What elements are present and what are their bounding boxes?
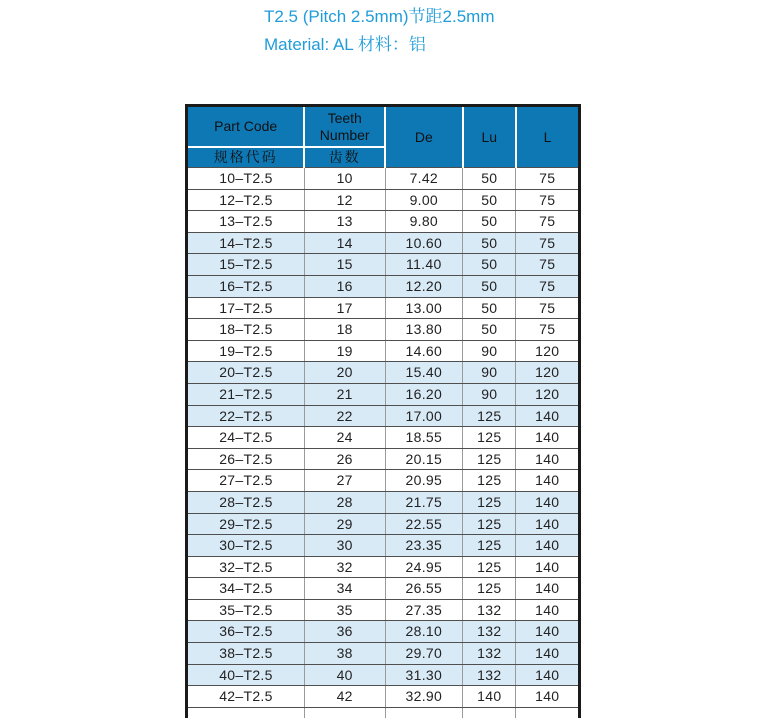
table-row bbox=[187, 189, 580, 211]
cell-de: 22.55 bbox=[385, 513, 463, 535]
table-row bbox=[187, 599, 580, 621]
cell-lu: 132 bbox=[463, 664, 516, 686]
cell-teeth: 30 bbox=[304, 535, 385, 557]
cell-teeth: 32 bbox=[304, 556, 385, 578]
cell-part-code: 36–T2.5 bbox=[187, 621, 305, 643]
cell-l: 140 bbox=[516, 599, 580, 621]
cell-teeth: 16 bbox=[304, 275, 385, 297]
table-row bbox=[187, 448, 580, 470]
cell-empty bbox=[187, 707, 305, 718]
header-de: De bbox=[385, 106, 463, 168]
cell-l: 140 bbox=[516, 621, 580, 643]
cell-part-code: 19–T2.5 bbox=[187, 340, 305, 362]
cell-de: 18.55 bbox=[385, 427, 463, 449]
table-row bbox=[187, 340, 580, 362]
cell-de: 29.70 bbox=[385, 643, 463, 665]
cell-lu: 125 bbox=[463, 513, 516, 535]
cell-de: 21.75 bbox=[385, 491, 463, 513]
cell-lu: 140 bbox=[463, 686, 516, 708]
table-row bbox=[187, 168, 580, 190]
cell-part-code: 27–T2.5 bbox=[187, 470, 305, 492]
cell-l: 140 bbox=[516, 513, 580, 535]
cell-lu: 132 bbox=[463, 621, 516, 643]
cell-l: 140 bbox=[516, 405, 580, 427]
cell-teeth: 19 bbox=[304, 340, 385, 362]
cell-part-code: 35–T2.5 bbox=[187, 599, 305, 621]
cell-part-code: 13–T2.5 bbox=[187, 211, 305, 233]
cell-l: 140 bbox=[516, 556, 580, 578]
cell-teeth: 22 bbox=[304, 405, 385, 427]
cell-part-code: 20–T2.5 bbox=[187, 362, 305, 384]
table-row bbox=[187, 405, 580, 427]
cell-de: 10.60 bbox=[385, 232, 463, 254]
cell-lu: 125 bbox=[463, 427, 516, 449]
cell-teeth: 21 bbox=[304, 383, 385, 405]
cell-part-code: 42–T2.5 bbox=[187, 686, 305, 708]
cell-lu: 125 bbox=[463, 578, 516, 600]
cell-l: 75 bbox=[516, 319, 580, 341]
cell-l: 140 bbox=[516, 643, 580, 665]
cell-l: 140 bbox=[516, 686, 580, 708]
table-row bbox=[187, 578, 580, 600]
cell-de: 14.60 bbox=[385, 340, 463, 362]
cell-lu: 50 bbox=[463, 211, 516, 233]
cell-de: 24.95 bbox=[385, 556, 463, 578]
cell-lu: 50 bbox=[463, 189, 516, 211]
cell-de: 23.35 bbox=[385, 535, 463, 557]
cell-teeth: 17 bbox=[304, 297, 385, 319]
cell-part-code: 26–T2.5 bbox=[187, 448, 305, 470]
cell-part-code: 32–T2.5 bbox=[187, 556, 305, 578]
cell-lu: 125 bbox=[463, 535, 516, 557]
cell-teeth: 35 bbox=[304, 599, 385, 621]
cell-lu: 50 bbox=[463, 297, 516, 319]
header-teeth-number-en: Teeth Number bbox=[304, 106, 385, 148]
cell-lu: 90 bbox=[463, 362, 516, 384]
cell-de: 12.20 bbox=[385, 275, 463, 297]
cell-part-code: 24–T2.5 bbox=[187, 427, 305, 449]
cell-lu: 50 bbox=[463, 275, 516, 297]
cell-part-code: 21–T2.5 bbox=[187, 383, 305, 405]
title-line-material: Material: AL 材料：铝 bbox=[264, 35, 426, 54]
cell-empty bbox=[516, 707, 580, 718]
table-row bbox=[187, 556, 580, 578]
cell-de: 15.40 bbox=[385, 362, 463, 384]
cell-lu: 132 bbox=[463, 599, 516, 621]
cell-teeth: 28 bbox=[304, 491, 385, 513]
header-part-code-zh: 规格代码 bbox=[187, 147, 305, 168]
cell-l: 75 bbox=[516, 211, 580, 233]
cell-lu: 90 bbox=[463, 340, 516, 362]
cell-de: 9.00 bbox=[385, 189, 463, 211]
header-l: L bbox=[516, 106, 580, 168]
header-row-en bbox=[187, 106, 580, 148]
cell-l: 75 bbox=[516, 254, 580, 276]
table-row bbox=[187, 513, 580, 535]
cell-de: 26.55 bbox=[385, 578, 463, 600]
cell-empty bbox=[304, 707, 385, 718]
cell-l: 75 bbox=[516, 297, 580, 319]
cell-teeth: 24 bbox=[304, 427, 385, 449]
table-header bbox=[187, 106, 580, 168]
cell-de: 16.20 bbox=[385, 383, 463, 405]
cell-lu: 50 bbox=[463, 254, 516, 276]
cell-part-code: 30–T2.5 bbox=[187, 535, 305, 557]
cell-teeth: 29 bbox=[304, 513, 385, 535]
cell-l: 120 bbox=[516, 340, 580, 362]
cell-lu: 125 bbox=[463, 405, 516, 427]
table-row bbox=[187, 297, 580, 319]
cell-de: 28.10 bbox=[385, 621, 463, 643]
table-row bbox=[187, 211, 580, 233]
cell-lu: 125 bbox=[463, 556, 516, 578]
cell-de: 20.95 bbox=[385, 470, 463, 492]
cell-l: 120 bbox=[516, 362, 580, 384]
cell-l: 75 bbox=[516, 232, 580, 254]
table-row bbox=[187, 275, 580, 297]
table-row bbox=[187, 232, 580, 254]
page-title bbox=[264, 3, 495, 59]
table-row bbox=[187, 319, 580, 341]
cell-part-code: 18–T2.5 bbox=[187, 319, 305, 341]
cell-teeth: 15 bbox=[304, 254, 385, 276]
cell-teeth: 14 bbox=[304, 232, 385, 254]
cell-l: 140 bbox=[516, 448, 580, 470]
cell-de: 13.80 bbox=[385, 319, 463, 341]
table-row bbox=[187, 535, 580, 557]
cell-part-code: 29–T2.5 bbox=[187, 513, 305, 535]
cell-l: 140 bbox=[516, 664, 580, 686]
cell-empty bbox=[463, 707, 516, 718]
cell-part-code: 16–T2.5 bbox=[187, 275, 305, 297]
table-row bbox=[187, 491, 580, 513]
cell-teeth: 27 bbox=[304, 470, 385, 492]
cell-l: 140 bbox=[516, 427, 580, 449]
cell-teeth: 36 bbox=[304, 621, 385, 643]
cell-de: 31.30 bbox=[385, 664, 463, 686]
table-row bbox=[187, 254, 580, 276]
table-row bbox=[187, 383, 580, 405]
cell-l: 75 bbox=[516, 168, 580, 190]
table-row bbox=[187, 621, 580, 643]
cell-lu: 132 bbox=[463, 643, 516, 665]
cell-teeth: 38 bbox=[304, 643, 385, 665]
cell-teeth: 42 bbox=[304, 686, 385, 708]
cell-l: 140 bbox=[516, 535, 580, 557]
cell-part-code: 22–T2.5 bbox=[187, 405, 305, 427]
header-teeth-number-zh: 齿数 bbox=[304, 147, 385, 168]
cell-lu: 125 bbox=[463, 491, 516, 513]
cell-part-code: 34–T2.5 bbox=[187, 578, 305, 600]
cell-teeth: 20 bbox=[304, 362, 385, 384]
cell-de: 27.35 bbox=[385, 599, 463, 621]
cell-part-code: 38–T2.5 bbox=[187, 643, 305, 665]
table-row bbox=[187, 664, 580, 686]
cell-l: 75 bbox=[516, 189, 580, 211]
title-line-pitch: T2.5 (Pitch 2.5mm)节距2.5mm bbox=[264, 7, 495, 26]
cell-l: 140 bbox=[516, 470, 580, 492]
cell-part-code: 28–T2.5 bbox=[187, 491, 305, 513]
table-row bbox=[187, 427, 580, 449]
cell-de: 32.90 bbox=[385, 686, 463, 708]
cell-teeth: 40 bbox=[304, 664, 385, 686]
cell-lu: 125 bbox=[463, 448, 516, 470]
cell-de: 20.15 bbox=[385, 448, 463, 470]
table-row bbox=[187, 643, 580, 665]
cell-part-code: 40–T2.5 bbox=[187, 664, 305, 686]
table-row-partial bbox=[187, 707, 580, 718]
cell-de: 17.00 bbox=[385, 405, 463, 427]
cell-lu: 125 bbox=[463, 470, 516, 492]
cell-part-code: 12–T2.5 bbox=[187, 189, 305, 211]
cell-de: 9.80 bbox=[385, 211, 463, 233]
cell-teeth: 26 bbox=[304, 448, 385, 470]
header-lu: Lu bbox=[463, 106, 516, 168]
cell-de: 13.00 bbox=[385, 297, 463, 319]
cell-teeth: 10 bbox=[304, 168, 385, 190]
cell-teeth: 13 bbox=[304, 211, 385, 233]
cell-empty bbox=[385, 707, 463, 718]
table-row bbox=[187, 686, 580, 708]
pulley-spec-table bbox=[185, 104, 581, 718]
cell-part-code: 15–T2.5 bbox=[187, 254, 305, 276]
table-row bbox=[187, 470, 580, 492]
cell-lu: 50 bbox=[463, 319, 516, 341]
cell-lu: 50 bbox=[463, 232, 516, 254]
cell-part-code: 14–T2.5 bbox=[187, 232, 305, 254]
cell-l: 140 bbox=[516, 491, 580, 513]
cell-de: 11.40 bbox=[385, 254, 463, 276]
cell-teeth: 12 bbox=[304, 189, 385, 211]
cell-l: 140 bbox=[516, 578, 580, 600]
cell-lu: 90 bbox=[463, 383, 516, 405]
cell-part-code: 10–T2.5 bbox=[187, 168, 305, 190]
header-part-code-en: Part Code bbox=[187, 106, 305, 148]
cell-de: 7.42 bbox=[385, 168, 463, 190]
cell-lu: 50 bbox=[463, 168, 516, 190]
cell-part-code: 17–T2.5 bbox=[187, 297, 305, 319]
cell-l: 75 bbox=[516, 275, 580, 297]
table-row bbox=[187, 362, 580, 384]
cell-teeth: 18 bbox=[304, 319, 385, 341]
cell-teeth: 34 bbox=[304, 578, 385, 600]
cell-l: 120 bbox=[516, 383, 580, 405]
table-body bbox=[187, 168, 580, 718]
